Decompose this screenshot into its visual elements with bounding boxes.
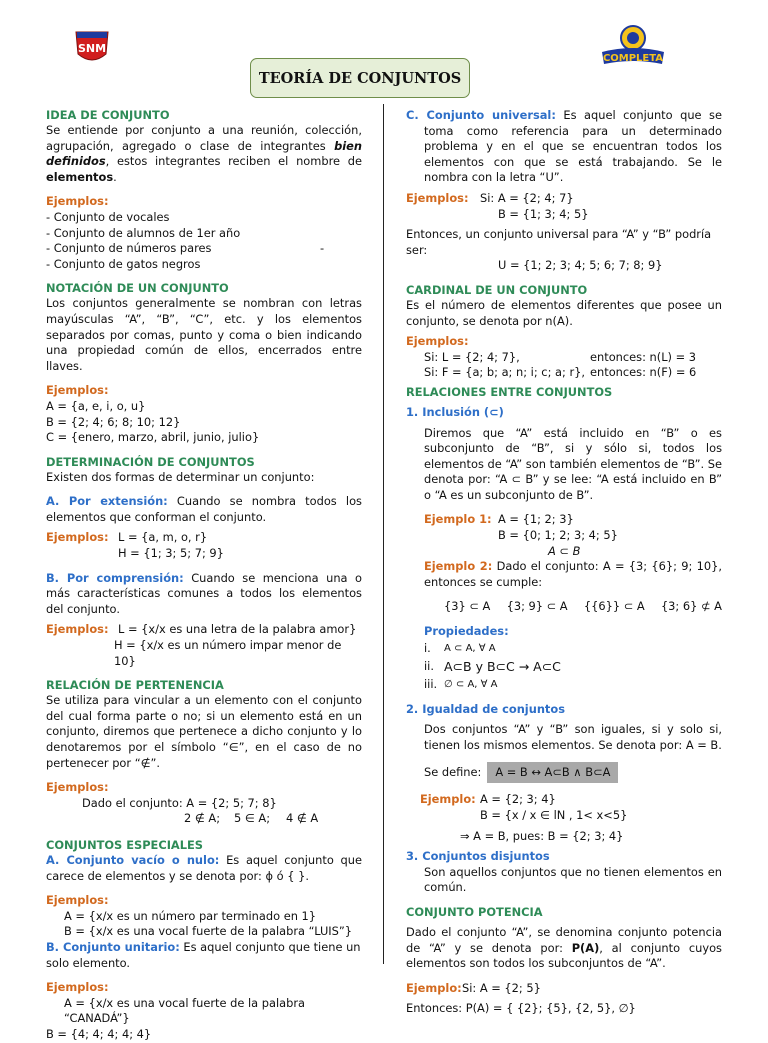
extension-example-2: H = {1; 3; 5; 7; 9} — [118, 546, 224, 561]
igualdad-label: 2. Igualdad de conjuntos — [406, 701, 565, 716]
unitario-example-1: A = {x/x es una vocal fuerte de la palabra “CANADÁ”} — [64, 995, 305, 1026]
potencia-notation: P(A) — [571, 940, 600, 955]
inclusion-label: 1. Inclusión (⊂) — [406, 404, 504, 419]
example-line: B = {2; 4; 6; 8; 10; 12} — [46, 414, 181, 429]
idea-text-2: , estos integrantes reciben el nombre de — [105, 154, 362, 169]
vacio-text: Es aquel conjunto que carece de elementos y se denota por: ϕ ó { }. — [46, 852, 362, 883]
snm-logo-text: SNM — [77, 42, 107, 55]
universal-text: Es aquel conjunto que se toma como referencia para un determinado problema y en el que se encuentran todos los elementos con que se está trabajando. Se le nombra con la letra “U”. — [424, 108, 723, 185]
list-item-text: - Conjunto de números pares — [46, 241, 212, 256]
example-label: Ejemplo: — [406, 980, 462, 995]
cardinal-example-2 — [406, 365, 722, 381]
vacio-examples-label: Ejemplos: — [46, 893, 109, 908]
list-item: - Conjunto de alumnos de 1er año — [46, 225, 241, 240]
universal-example-2: B = {1; 3; 4; 5} — [498, 206, 589, 221]
unitario-text: Es aquel conjunto que tiene un solo elemento. — [46, 939, 361, 970]
example-item: 5 ∈ A; — [234, 811, 271, 826]
example-line: Si: A = {2; 5} — [462, 980, 541, 995]
left-column — [46, 108, 362, 1043]
examples-label: Ejemplos: — [406, 190, 469, 205]
vacio-example-1: A = {x/x es un número par terminado en 1} — [64, 908, 317, 923]
example-line: L = {x/x es una letra de la palabra amor} — [118, 622, 357, 637]
cardinal-paragraph: Es el número de elementos diferentes que posee un conjunto, se denota por n(A). — [406, 297, 722, 328]
example-line: A = {a, e, i, o, u} — [46, 398, 146, 413]
unitario-label: B. Conjunto unitario: — [46, 939, 180, 954]
column-divider — [383, 104, 384, 964]
definition-label: Se define: — [424, 765, 482, 780]
inclusion-example-1b: B = {0; 1; 2; 3; 4; 5} — [498, 528, 618, 543]
idea-title: IDEA DE CONJUNTO — [46, 108, 170, 122]
cardinal-examples-label: Ejemplos: — [406, 334, 469, 349]
idea-examples-label: Ejemplos: — [46, 194, 109, 209]
list-item: - Conjunto de gatos negros — [46, 256, 201, 271]
pertenencia-title: RELACIÓN DE PERTENENCIA — [46, 678, 224, 693]
page-title: TEORÍA DE CONJUNTOS — [250, 58, 470, 98]
igualdad-definition — [406, 762, 722, 783]
pertenencia-paragraph: Se utiliza para vincular a un elemento con el conjunto del cual forma parte o no; si un elemento está en un conjunto, diremos que pertenece a dicho conjunto y lo denotaremos por el símbolo “∈”, en el caso de no pertenecer por “∉”. — [46, 693, 362, 770]
subset-examples — [406, 599, 722, 615]
potencia-title: CONJUNTO POTENCIA — [406, 904, 543, 919]
comprension-label: B. Por comprensión: — [46, 570, 184, 585]
extension-example-1 — [46, 530, 362, 546]
vacio-paragraph — [46, 853, 362, 884]
unitario-paragraph — [46, 940, 362, 971]
snm-logo — [72, 28, 112, 66]
notacion-title: NOTACIÓN DE UN CONJUNTO — [46, 281, 229, 296]
extension-text: Cuando se nombra todos los elementos que conforman el conjunto. — [46, 494, 362, 524]
potencia-example-2: Entonces: P(A) = { {2}; {5}, {2, 5}, ∅} — [406, 1001, 636, 1016]
example-label: Ejemplo 1: — [424, 512, 492, 527]
example-line: A = {2; 3; 4} — [480, 792, 556, 807]
property-number: i. — [424, 640, 431, 655]
cardinal-title: CARDINAL DE UN CONJUNTO — [406, 282, 588, 297]
potencia-text-1: Dado el conjunto “A”, se denomina conjunto potencia de “A” y se denota por: — [406, 924, 722, 955]
inclusion-example-2 — [406, 559, 722, 590]
property-item — [406, 676, 722, 693]
idea-emphasis: bien definidos — [46, 138, 362, 169]
vacio-label: A. Conjunto vacío o nulo: — [46, 852, 220, 867]
example-result: entonces: n(L) = 3 — [590, 349, 697, 364]
example-result: entonces: n(F) = 6 — [590, 365, 697, 380]
inclusion-paragraph: Diremos que “A” está incluido en “B” o es subconjunto de “B”, si y sólo si, todos los elementos de “A” son también elementos de “B”. Se denota por: “A ⊂ B” y se lee: “A está incluido en B” o “A es un subconjunto de B”. — [424, 425, 722, 502]
comprension-example-2: H = {x/x es un número impar menor de 10} — [114, 638, 342, 668]
example-line: A = {1; 2; 3} — [498, 512, 574, 527]
igualdad-example-3: ⇒ A = B, pues: B = {2; 3; 4} — [460, 828, 624, 843]
idea-text-1: Se entiende por conjunto a una reunión, colección, agrupación, agregado o clase de integrantes — [46, 123, 362, 153]
comprension-paragraph — [46, 571, 362, 618]
disjuntos-label: 3. Conjuntos disjuntos — [406, 849, 550, 864]
inclusion-example-1c: A ⊂ B — [548, 543, 581, 558]
idea-strong: elementos — [46, 169, 114, 184]
list-item: - Conjunto de vocales — [46, 209, 170, 224]
unitario-examples-label: Ejemplos: — [46, 980, 109, 995]
example-line: C = {enero, marzo, abril, junio, julio} — [46, 430, 260, 445]
idea-tail: . — [113, 169, 117, 184]
determinacion-title: DETERMINACIÓN DE CONJUNTOS — [46, 454, 255, 469]
relaciones-title: RELACIONES ENTRE CONJUNTOS — [406, 384, 613, 399]
example-line: L = {a, m, o, r} — [118, 530, 208, 545]
property-text: ∅ ⊂ A, ∀ A — [444, 678, 498, 690]
notacion-examples-label: Ejemplos: — [46, 383, 109, 398]
example-label: Ejemplo: — [420, 792, 476, 807]
completa-logo — [600, 22, 666, 72]
propiedades-label: Propiedades: — [424, 624, 509, 639]
igualdad-example-2: B = {x / x ∈ lN , 1< x<5} — [480, 808, 628, 822]
igualdad-example-1 — [406, 792, 722, 808]
potencia-example-1 — [406, 981, 722, 997]
property-text: A⊂B y B⊂C → A⊂C — [444, 658, 561, 674]
vacio-example-2: B = {x/x es una vocal fuerte de la palabra “LUIS”} — [64, 924, 353, 939]
comprension-example-1 — [46, 622, 362, 638]
property-number: iii. — [424, 676, 438, 691]
example-item: 2 ∉ A; — [184, 811, 221, 826]
subset-example: {3; 6} ⊄ A — [660, 599, 722, 614]
example-item: 4 ∉ A — [286, 811, 319, 826]
subset-example: {3; 9} ⊂ A — [506, 599, 568, 614]
potencia-paragraph — [406, 925, 722, 972]
completa-logo-text: COMPLETA — [602, 53, 664, 64]
property-text: A ⊂ A, ∀ A — [444, 642, 496, 654]
pertenencia-examples-label: Ejemplos: — [46, 780, 109, 795]
universal-paragraph — [406, 108, 722, 186]
cardinal-example-1 — [406, 350, 722, 366]
idea-paragraph — [46, 123, 362, 185]
determinacion-paragraph: Existen dos formas de determinar un conjunto: — [46, 469, 315, 484]
pertenencia-example-2 — [46, 811, 362, 827]
subset-example: {{6}} ⊂ A — [583, 599, 645, 614]
property-item — [406, 657, 722, 676]
potencia-text-2: , al conjunto cuyos elementos son todos los subconjuntos de “A”. — [406, 940, 722, 971]
extension-paragraph — [46, 494, 362, 525]
property-number: ii. — [424, 658, 434, 673]
example-text: Dado el conjunto: A = {3; {6}; 9; 10}, entonces se cumple: — [424, 559, 722, 589]
especiales-title: CONJUNTOS ESPECIALES — [46, 837, 203, 852]
universal-then: Entonces, un conjunto universal para “A” y “B” podría ser: — [406, 227, 712, 257]
notacion-paragraph: Los conjuntos generalmente se nombran con letras mayúsculas “A”, “B”, “C”, etc. y los elementos separados por comas, punto y coma o bien indicando una propiedad común de ellos, encerrados entre llaves. — [46, 296, 362, 373]
right-column — [406, 108, 722, 1017]
examples-label: Ejemplos: — [46, 530, 109, 545]
definition-box: A = B ↔ A⊂B ∧ B⊂A — [487, 762, 618, 783]
inclusion-example-1 — [406, 512, 722, 528]
example-line: Si: L = {2; 4; 7}, — [424, 349, 520, 364]
pertenencia-example-1: Dado el conjunto: A = {2; 5; 7; 8} — [82, 795, 277, 810]
example-line: Si: A = {2; 4; 7} — [480, 190, 574, 205]
igualdad-paragraph: Dos conjuntos “A” y “B” son iguales, si y solo si, tienen los mismos elementos. Se denota por: A = B. — [424, 722, 722, 752]
disjuntos-paragraph: Son aquellos conjuntos que no tienen elementos en común. — [424, 864, 722, 895]
examples-label: Ejemplos: — [46, 622, 109, 637]
list-item — [46, 241, 362, 257]
comprension-text: Cuando se menciona una o más características comunes a todos los elementos del conjunto. — [46, 570, 362, 616]
universal-example-1 — [406, 191, 722, 207]
universal-set: U = {1; 2; 3; 4; 5; 6; 7; 8; 9} — [498, 258, 663, 273]
example-label: Ejemplo 2: — [424, 559, 493, 574]
stray-dash: - — [320, 241, 325, 256]
unitario-example-2: B = {4; 4; 4; 4; 4} — [46, 1026, 152, 1041]
extension-label: A. Por extensión: — [46, 494, 168, 509]
example-line: Si: F = {a; b; a; n; i; c; a; r}, — [424, 365, 586, 380]
property-item — [406, 640, 722, 657]
universal-label: C. Conjunto universal: — [406, 108, 556, 122]
subset-example: {3} ⊂ A — [444, 599, 491, 614]
